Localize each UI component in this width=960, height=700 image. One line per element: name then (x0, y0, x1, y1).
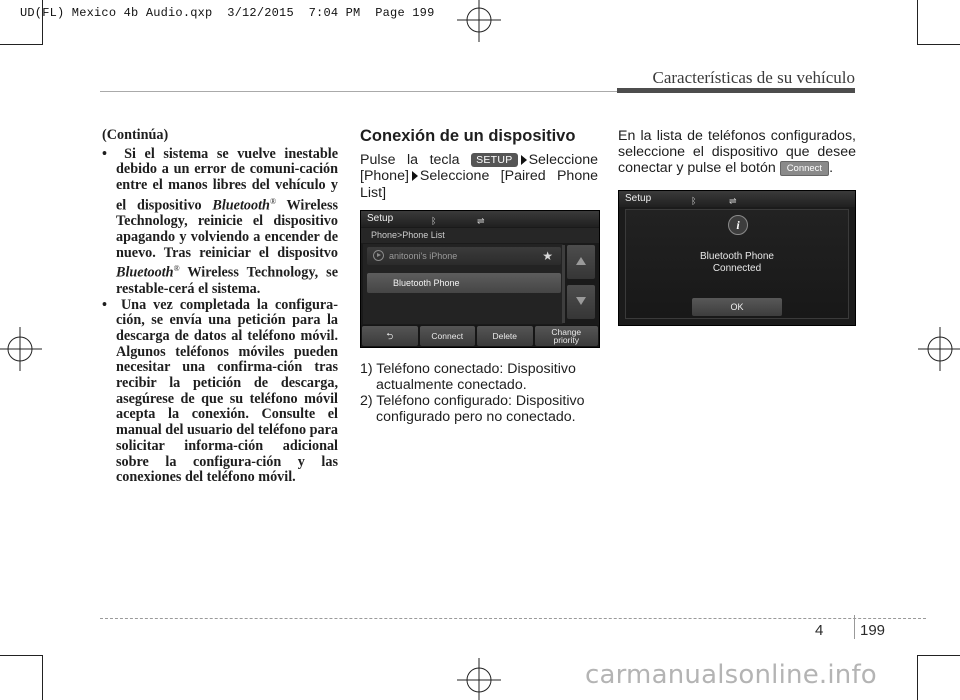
arrow-right-icon (412, 171, 418, 181)
usb-icon: ⇌ (729, 196, 737, 206)
registration-mark-icon (455, 658, 503, 700)
bullet-item (102, 298, 338, 486)
step-item: 1) Teléfono conectado: Dispositivo actualmente conectado. (360, 360, 576, 394)
section-heading: Conexión de un dispositivo (360, 127, 576, 145)
column-left (102, 128, 338, 486)
instruction-paragraph (360, 152, 598, 201)
registration-mark-icon (0, 325, 42, 373)
screen-title: Setup (625, 193, 652, 204)
registered-mark: ® (173, 264, 180, 274)
bullet-glyph: • (102, 296, 107, 313)
scroll-track (562, 245, 565, 323)
screen-title: Setup (367, 213, 394, 224)
registration-mark-icon (918, 325, 960, 373)
crop-mark (42, 655, 43, 700)
delete-button[interactable]: Delete (477, 326, 533, 346)
instruction-text: Seleccione [Phone] (360, 152, 598, 185)
bluetooth-icon: ᛒ (431, 216, 437, 226)
ok-button[interactable]: OK (692, 298, 782, 316)
section-title: Características de su vehículo (652, 68, 855, 87)
brand-name: Bluetooth (212, 197, 270, 214)
page-number: 199 (860, 622, 886, 639)
connected-screen (618, 190, 856, 326)
registration-mark-icon (455, 0, 503, 42)
crop-mark (917, 44, 960, 45)
phone-list-item[interactable] (367, 247, 561, 265)
phone-list-screen (360, 210, 600, 348)
connect-button[interactable]: Connect (420, 326, 476, 346)
watermark: carmanualsonline.info (585, 660, 877, 690)
instruction-text: Seleccione [Paired Phone List] (360, 168, 598, 201)
arrow-down-icon (576, 297, 586, 305)
bluetooth-icon: ᛒ (691, 196, 697, 206)
connect-button-badge: Connect (780, 161, 829, 176)
screen-button-bar (361, 325, 599, 347)
step-item: 2) Teléfono configurado: Dispositivo configurado pero no conectado. (360, 393, 585, 426)
instruction-paragraph (618, 128, 856, 177)
usb-icon: ⇌ (477, 216, 485, 226)
brand-name: Bluetooth (116, 265, 174, 282)
header-accent-bar (617, 88, 855, 93)
play-icon (373, 250, 384, 261)
bullet-text: Wireless Technology, reinicie el dispositivo apagando y volviendo a encender de nuevo. Tras reiniciar el dispositvo (116, 197, 338, 261)
setup-key-badge: SETUP (471, 153, 518, 167)
scroll-down-button[interactable] (567, 285, 595, 319)
bullet-text: Una vez completada la configura-ción, se envía una petición para la descarga de datos al teléfono móvil. Algunos teléfonos móviles pueden necesitar una confirma-ción tras recibir la petición de descarga, asegúrese de que su teléfono móvil acepta la conexión. Consulte el manual del usuario del teléfono para solicitar informa-ción adicional sobre la configura-ción y las conexiones del teléfono móvil. (116, 296, 338, 486)
instruction-text: . (829, 160, 834, 177)
dialog-message-line: Connected (712, 263, 762, 274)
info-icon: i (728, 215, 748, 235)
dialog-message-line: Bluetooth Phone (700, 251, 774, 262)
bullet-item (102, 147, 338, 298)
crop-mark (917, 0, 918, 45)
arrow-up-icon (576, 257, 586, 265)
crop-mark (917, 655, 960, 656)
continued-label: (Continúa) (102, 127, 169, 143)
bullet-text: Si el sistema se vuelve inestable debido a un error de comuni-cación entre el manos libres del vehículo y el dispositivo (116, 145, 339, 214)
scroll-up-button[interactable] (567, 245, 595, 279)
phone-list (363, 244, 563, 324)
back-button[interactable]: ⮌ (362, 326, 418, 346)
instruction-text: En la lista de teléfonos configurados, seleccione el dispositivo que desee conectar y pulse el botón (618, 128, 856, 177)
crop-mark (917, 655, 918, 700)
crop-mark (0, 655, 43, 656)
screen-breadcrumb: Phone>Phone List (361, 228, 599, 243)
phone-list-item-selected[interactable]: Bluetooth Phone (367, 273, 561, 293)
bullet-text: Wireless Technology, se restable-cerá el sistema. (116, 265, 338, 297)
bullet-glyph: • (102, 145, 107, 162)
star-icon: ★ (542, 249, 553, 263)
crop-mark (0, 44, 43, 45)
screen-title-bar (619, 191, 855, 207)
change-priority-button[interactable]: Change priority (535, 326, 599, 346)
arrow-right-icon (521, 155, 527, 165)
phone-name: anitooni's iPhone (389, 251, 458, 261)
registered-mark: ® (269, 196, 277, 206)
connection-dialog (625, 209, 849, 319)
dialog-message (626, 251, 848, 275)
print-slug: UD(FL) Mexico 4b Audio.qxp 3/12/2015 7:04 PM Page 199 (20, 6, 435, 20)
footer-rule (100, 618, 926, 619)
chapter-number: 4 (815, 622, 824, 639)
step-list (360, 361, 598, 426)
screen-title-bar (361, 211, 599, 227)
column-right (618, 128, 856, 177)
page-number-divider (854, 615, 855, 639)
instruction-text: Pulse la tecla (360, 152, 472, 169)
